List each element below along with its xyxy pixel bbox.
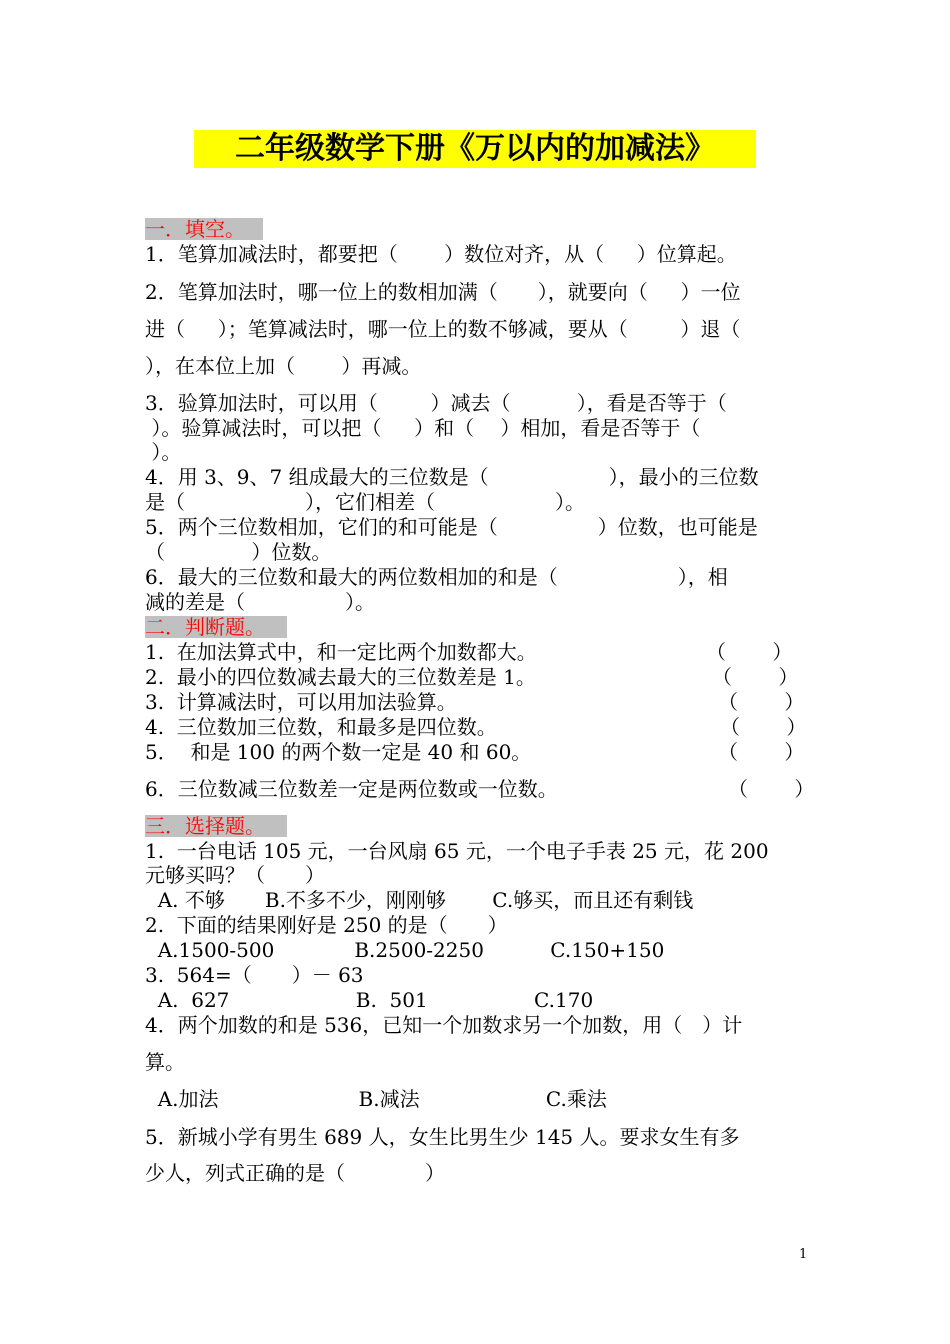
judge-q1-answer: （ ）	[706, 640, 793, 664]
choice-q1-line1: 1. 一台电话 105 元，一台风扇 65 元，一个电子手表 25 元，花 200	[145, 839, 769, 863]
judge-q6: 6．三位数减三位数差一定是两位数或一位数。	[145, 777, 558, 801]
choice-q4-line2: 算。	[145, 1050, 185, 1074]
fill-q1: 1．笔算加减法时，都要把（ ）数位对齐，从（ ）位算起。	[145, 242, 737, 266]
judge-q2: 2. 最小的四位数减去最大的三位数差是 1。	[145, 665, 536, 689]
fill-q2-line3: ），在本位上加（ ）再减。	[145, 354, 422, 378]
fill-q3-line2: ）。验算减法时，可以把（ ）和（ ）相加，看是否等于（	[145, 416, 701, 440]
choice-q4-line1: 4．两个加数的和是 536，已知一个加数求另一个加数，用（ ）计	[145, 1013, 743, 1037]
judge-q2-answer: （ ）	[712, 665, 799, 689]
choice-q5-line1: 5．新城小学有男生 689 人，女生比男生少 145 人。要求女生有多	[145, 1125, 740, 1149]
fill-q5-line1: 5．两个三位数相加，它们的和可能是（ ）位数，也可能是	[145, 515, 758, 539]
fill-q4-line1: 4．用 3、9、7 组成最大的三位数是（ ），最小的三位数	[145, 465, 759, 489]
section-heading-judge: 二．判断题。	[145, 616, 287, 638]
page-title: 二年级数学下册《万以内的加减法》	[194, 130, 756, 168]
choice-q2-options: A.1500-500 B.2500-2250 C.150+150	[145, 938, 665, 962]
fill-q4-line2: 是（ ），它们相差（ ）。	[145, 490, 585, 514]
fill-q6-line2: 减的差是（ ）。	[145, 590, 375, 614]
judge-q3-answer: （ ）	[718, 690, 805, 714]
choice-q5-line2: 少人，列式正确的是（ ）	[145, 1161, 445, 1185]
choice-q4-options: A.加法 B.减法 C.乘法	[145, 1087, 607, 1111]
section-heading-choice: 三．选择题。	[145, 815, 287, 837]
section-heading-fill: 一．填空。	[145, 218, 263, 240]
fill-q3-line1: 3．验算加法时，可以用（ ）减去（ ），看是否等于（	[145, 391, 727, 415]
judge-q1: 1. 在加法算式中，和一定比两个加数都大。	[145, 640, 537, 664]
judge-q3: 3. 计算减法时，可以用加法验算。	[145, 690, 457, 714]
page-number: 1	[799, 1247, 808, 1262]
choice-q3-options: A. 627 B. 501 C.170	[145, 988, 594, 1012]
choice-q1-options: A. 不够 B.不多不少，刚刚够 C.够买，而且还有剩钱	[145, 888, 694, 912]
choice-q2: 2. 下面的结果刚好是 250 的是（ ）	[145, 913, 508, 937]
choice-q3: 3. 564=（ ）－ 63	[145, 963, 364, 987]
judge-q5: 5． 和是 100 的两个数一定是 40 和 60。	[145, 740, 532, 764]
choice-q1-line2: 元够买吗？（ ）	[145, 863, 325, 887]
judge-q6-answer: （ ）	[728, 777, 815, 801]
fill-q3-line3: ）。	[145, 440, 182, 464]
judge-q5-answer: （ ）	[718, 740, 805, 764]
fill-q2-line1: 2．笔算加法时，哪一位上的数相加满（ ），就要向（ ）一位	[145, 280, 741, 304]
fill-q5-line2: （ ）位数。	[145, 540, 332, 564]
judge-q4-answer: （ ）	[720, 715, 807, 739]
fill-q2-line2: 进（ ）；笔算减法时，哪一位上的数不够减，要从（ ）退（	[145, 317, 741, 341]
judge-q4: 4. 三位数加三位数，和最多是四位数。	[145, 715, 497, 739]
fill-q6-line1: 6．最大的三位数和最大的两位数相加的和是（ ），相	[145, 565, 728, 589]
